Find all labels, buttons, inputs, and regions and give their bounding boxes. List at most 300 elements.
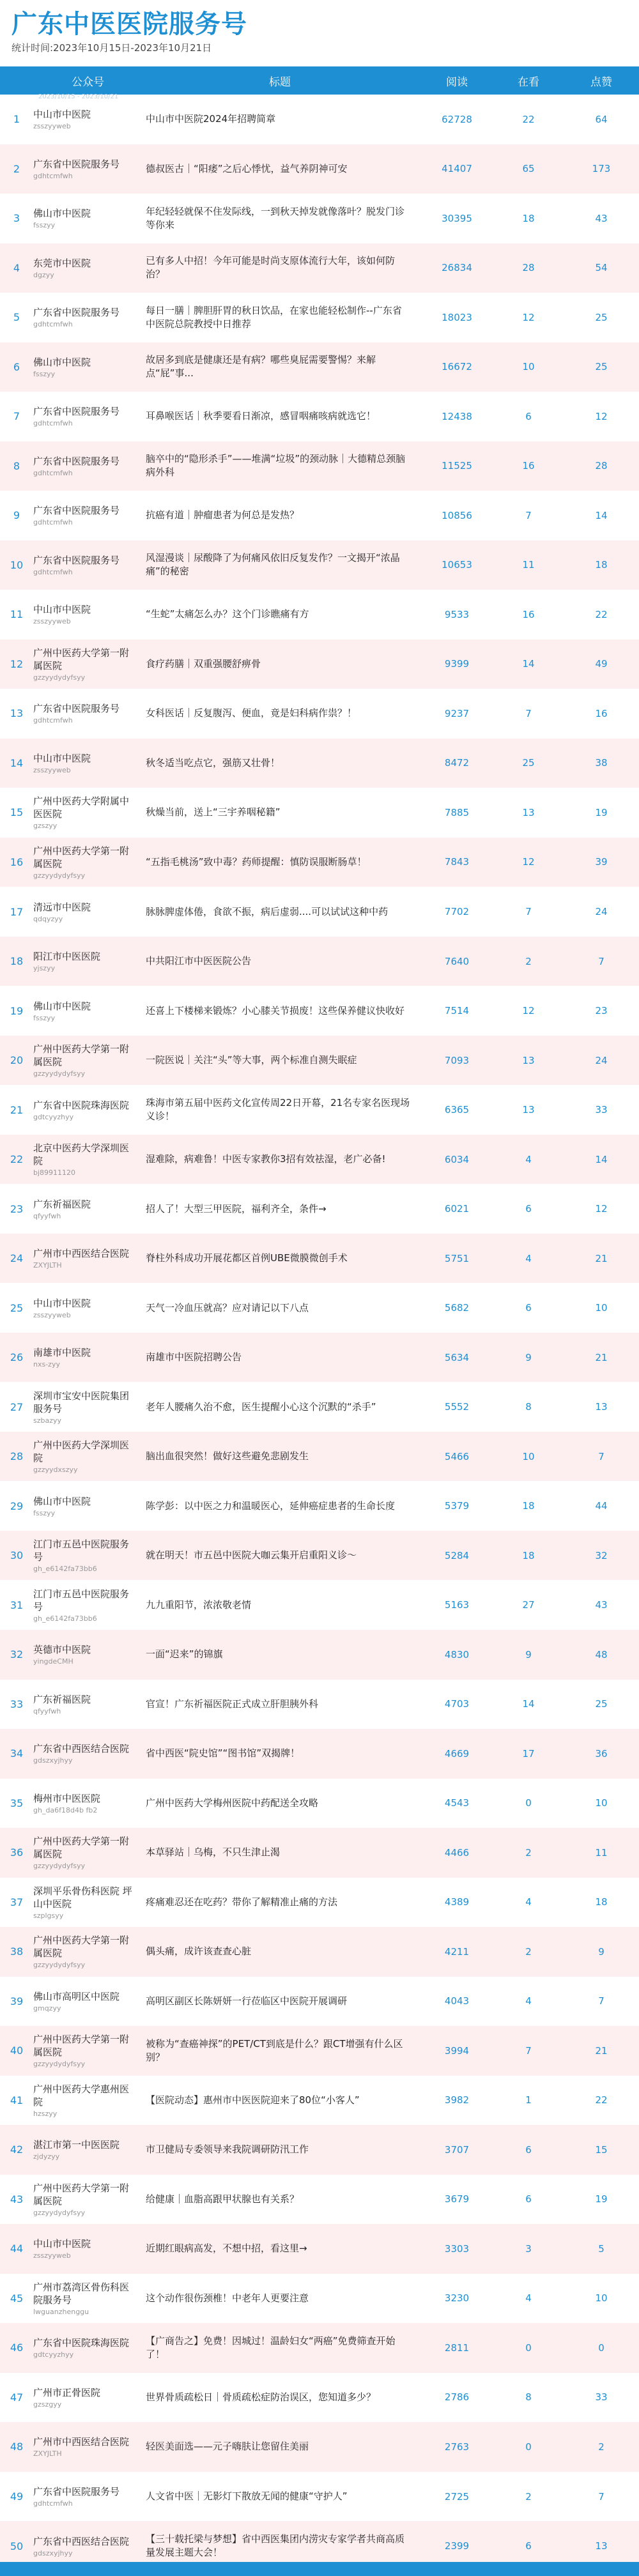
account-cell[interactable] <box>33 1729 139 1779</box>
table-row[interactable] <box>0 838 639 887</box>
watching-count: 6 <box>525 1302 532 1314</box>
table-row[interactable] <box>0 1481 639 1531</box>
article-title-link[interactable]: 食疗药膳｜双重强腰舒痹骨 <box>146 657 261 670</box>
account-id: gdszxyjhyy <box>33 2549 73 2557</box>
article-title-link[interactable]: 人文省中医｜无影灯下散放无闻的健康“守护人” <box>146 2490 348 2502</box>
article-title-link[interactable]: 一面“迟来”的锦旗 <box>146 1648 223 1660</box>
account-id: gdszxyjhyy <box>33 1756 73 1765</box>
account-id: gzzyydydyfsyy <box>33 673 86 682</box>
article-title-link[interactable]: 招人了！大型三甲医院，福利齐全，条件→ <box>146 1202 327 1215</box>
watching-count: 7 <box>525 2044 532 2057</box>
read-count: 7843 <box>444 856 470 868</box>
like-count: 7 <box>598 955 604 967</box>
table-row[interactable] <box>0 392 639 441</box>
account-cell[interactable] <box>33 937 139 986</box>
rank-cell: 39 <box>10 1995 24 2007</box>
like-count: 43 <box>595 212 608 224</box>
account-id: gdhtcmfwh <box>33 468 73 477</box>
read-count: 2725 <box>444 2490 470 2503</box>
account-cell[interactable] <box>33 1382 139 1432</box>
article-title-link[interactable]: 风湿漫谈｜尿酸降了为何痛风依旧反复发作？一文揭开“浓晶痛”的秘密 <box>146 552 400 578</box>
article-title-link[interactable]: 被称为“查癌神探”的PET/CT到底是什么？跟CT增强有什么区别？ <box>146 2037 403 2063</box>
article-title-link[interactable]: 【广商告之】免费！因城过！温龄妇女“两癌”免费筛查开始了！ <box>146 2334 396 2360</box>
account-name[interactable]: 广东祈福医院 <box>33 1693 91 1705</box>
account-cell[interactable] <box>33 2323 139 2373</box>
column-header-read[interactable]: 阅读 <box>446 75 468 89</box>
article-title-link[interactable]: 广州中医药大学梅州医院中药配送全攻略 <box>146 1797 319 1809</box>
account-name[interactable]: 广州市荔湾区骨伤科医院服务号 <box>33 2281 130 2306</box>
account-id: gzzyydydyfsyy <box>33 2060 86 2069</box>
article-title-link[interactable]: 天气一冷血压就高？应对请记以下八点 <box>146 1301 309 1314</box>
account-name[interactable]: 北京中医药大学深圳医院 <box>33 1142 130 1167</box>
account-cell[interactable] <box>33 392 139 441</box>
like-count: 49 <box>595 658 608 670</box>
table-row[interactable] <box>0 144 639 194</box>
table-row[interactable] <box>0 1927 639 1977</box>
article-title-link[interactable]: 湿难除，病难鲁！中医专家教你3招有效祛湿，老广必备! <box>146 1153 386 1165</box>
table-row[interactable] <box>0 1333 639 1383</box>
account-cell[interactable] <box>33 2026 139 2076</box>
account-name[interactable]: 广州中医药大学第一附属医院 <box>33 1836 130 1860</box>
article-title-link[interactable]: 一院医说｜关注“头”等大事，两个标准自测失眠症 <box>146 1054 357 1066</box>
table-row[interactable] <box>0 1580 639 1630</box>
account-id: gzszgyy <box>33 2400 62 2409</box>
table-row[interactable] <box>0 2422 639 2472</box>
watching-count: 6 <box>525 2143 532 2156</box>
account-name[interactable]: 广东省中医院珠海医院 <box>33 2337 130 2349</box>
article-title-link[interactable]: 【医院动态】惠州市中医医院迎来了80位“小客人” <box>146 2094 360 2106</box>
rank-cell: 41 <box>10 2094 24 2106</box>
table-row[interactable] <box>0 540 639 590</box>
article-title-link[interactable]: 秋燥当前，送上“三宇养咽秘籍” <box>146 806 281 818</box>
rank-cell: 15 <box>10 806 24 819</box>
account-cell[interactable] <box>33 2125 139 2175</box>
account-name[interactable]: 阳江市中医医院 <box>33 951 101 963</box>
article-title-link[interactable]: 女科医话｜反复腹泻、便血，竟是妇科病作祟？！ <box>146 707 357 719</box>
watching-count: 7 <box>525 509 532 521</box>
like-count: 15 <box>595 2143 608 2156</box>
rank-cell: 19 <box>10 1004 24 1017</box>
account-cell[interactable] <box>33 1927 139 1977</box>
account-cell[interactable] <box>33 887 139 937</box>
like-count: 14 <box>595 509 608 521</box>
account-name[interactable]: 广州中医药大学惠州医院 <box>33 2083 130 2108</box>
rank-cell: 22 <box>10 1153 24 1166</box>
account-name[interactable]: 广东省中医院珠海医院 <box>33 1099 130 1111</box>
account-name[interactable]: 中山市中医院 <box>33 604 91 616</box>
account-name[interactable]: 广州中医药大学第一附属医院 <box>33 845 130 870</box>
table-row[interactable] <box>0 1382 639 1432</box>
like-count: 18 <box>595 1896 608 1908</box>
article-title-link[interactable]: 老年人腰痛久治不愈，医生提醒小心这个沉默的“杀手” <box>146 1400 376 1413</box>
account-cell[interactable] <box>33 1580 139 1630</box>
table-row[interactable] <box>0 1283 639 1333</box>
read-count: 7093 <box>444 1054 470 1066</box>
account-cell[interactable] <box>33 1977 139 2027</box>
rank-cell: 32 <box>10 1648 24 1661</box>
like-count: 12 <box>595 410 608 422</box>
table-row[interactable] <box>0 2076 639 2126</box>
read-count: 9399 <box>444 658 470 670</box>
account-name[interactable]: 广州中医药大学附属中医医院 <box>33 795 130 820</box>
account-cell[interactable] <box>33 1630 139 1680</box>
table-row[interactable] <box>0 887 639 937</box>
article-title-link[interactable]: 脉脉脾虚体倦，食欲不振，病后虚弱....可以试试这种中药 <box>146 905 389 917</box>
account-cell[interactable] <box>33 739 139 788</box>
account-name[interactable]: 佛山市中医院 <box>33 1000 91 1012</box>
account-cell[interactable] <box>33 1531 139 1581</box>
read-count: 5466 <box>444 1450 470 1462</box>
table-row[interactable] <box>0 2224 639 2274</box>
table-row[interactable] <box>0 1135 639 1184</box>
account-id: zjdyzyy <box>33 2152 60 2161</box>
watching-count: 10 <box>522 361 535 373</box>
table-row[interactable] <box>0 1085 639 1135</box>
account-id: gdtcyyzhyy <box>33 2350 74 2359</box>
account-name[interactable]: 佛山市中医院 <box>33 208 91 220</box>
table-row[interactable] <box>0 1878 639 1928</box>
account-name[interactable]: 江门市五邑中医院服务号 <box>33 1538 130 1563</box>
account-name[interactable]: 佛山市中医院 <box>33 356 91 368</box>
account-id: qfyyfwh <box>33 1706 61 1715</box>
read-count: 30395 <box>442 212 472 224</box>
account-id: gdhtcmfwh <box>33 419 73 428</box>
column-header-like[interactable]: 点赞 <box>590 75 612 89</box>
account-cell[interactable] <box>33 95 139 144</box>
like-count: 10 <box>595 2292 608 2304</box>
account-cell[interactable] <box>33 2373 139 2423</box>
read-count: 3679 <box>444 2193 470 2205</box>
article-title-link[interactable]: 轻医美面选——元子嗨肤让您留住美丽 <box>146 2441 309 2453</box>
watching-count: 12 <box>522 856 535 868</box>
article-title-link[interactable]: 高明区副区长陈妍妍一行莅临区中医院开展调研 <box>146 1995 348 2007</box>
rank-cell: 46 <box>10 2342 24 2354</box>
account-cell[interactable] <box>33 838 139 887</box>
article-title-link[interactable]: 还喜上下楼梯来锻炼？小心膝关节损废！这些保养健议快收好 <box>146 1004 405 1016</box>
article-title-link[interactable]: 本草驿站｜乌梅，不只生津止渴 <box>146 1846 281 1859</box>
watching-count: 65 <box>522 163 535 175</box>
account-name[interactable]: 东莞市中医院 <box>33 257 91 269</box>
table-row[interactable] <box>0 689 639 739</box>
article-title-link[interactable]: 这个动作很伤颈椎！中老年人更要注意 <box>146 2292 309 2304</box>
account-name[interactable]: 广东省中医院服务号 <box>33 505 120 517</box>
account-cell[interactable] <box>33 2175 139 2225</box>
table-row[interactable] <box>0 590 639 640</box>
article-title-link[interactable]: 故居多到底是健康还是有病？哪些臭屁需要警惕？来解点“屁”事... <box>146 354 376 379</box>
read-count: 2811 <box>444 2342 470 2354</box>
account-cell[interactable] <box>33 1481 139 1531</box>
account-id: gdtcyyzhyy <box>33 1112 74 1121</box>
table-row[interactable] <box>0 491 639 540</box>
article-title-link[interactable]: 脑卒中的“隐形杀手”——堆满“垃圾”的颈动脉｜大德精总颈脑病外科 <box>146 453 406 479</box>
table-row[interactable] <box>0 2274 639 2324</box>
read-count: 4703 <box>444 1698 470 1710</box>
table-row[interactable] <box>0 2323 639 2373</box>
watching-count: 4 <box>525 1153 532 1165</box>
read-count: 3707 <box>444 2143 470 2156</box>
rank-cell: 31 <box>10 1598 24 1611</box>
article-title-link[interactable]: 偶头痛，成许该查查心脏 <box>146 1945 252 1958</box>
account-name[interactable]: 梅州市中医医院 <box>33 1792 101 1804</box>
article-title-link[interactable]: 市卫健局专委领导来我院调研防汛工作 <box>146 2143 309 2156</box>
account-cell[interactable] <box>33 491 139 540</box>
account-cell[interactable] <box>33 342 139 392</box>
account-name[interactable]: 佛山市中医院 <box>33 1495 91 1507</box>
table-row[interactable] <box>0 342 639 392</box>
read-count: 6034 <box>444 1153 470 1165</box>
account-id: zsszyyweb <box>33 1310 71 1319</box>
table-row[interactable] <box>0 1630 639 1680</box>
like-count: 33 <box>595 1104 608 1116</box>
account-cell[interactable] <box>33 640 139 689</box>
rank-cell: 49 <box>10 2490 24 2503</box>
like-count: 25 <box>595 311 608 323</box>
column-header-title[interactable]: 标题 <box>269 75 291 89</box>
like-count: 7 <box>598 1450 604 1462</box>
article-title-link[interactable]: 秋冬适当吃点它，强筋又壮骨！ <box>146 756 281 769</box>
account-name[interactable]: 中山市中医院 <box>33 1297 91 1309</box>
account-name[interactable]: 广州中医药大学第一附属医院 <box>33 647 130 671</box>
read-count: 4389 <box>444 1896 470 1908</box>
account-name[interactable]: 广州中医药大学深圳医院 <box>33 1439 130 1464</box>
table-row[interactable] <box>0 1036 639 1085</box>
account-cell[interactable] <box>33 1680 139 1729</box>
article-title-link[interactable]: 【三十载托梁与梦想】省中西医集团内涝灾专家学者共商高质量发展主题大会！ <box>146 2533 405 2559</box>
account-name[interactable]: 中山市中医院 <box>33 752 91 764</box>
article-title-link[interactable]: 每日一膳｜脾胆肝胃的秋日饮品，在家也能轻松制作--广东省中医院总院教授中日推荐 <box>146 304 402 330</box>
table-row[interactable] <box>0 788 639 838</box>
rank-cell: 34 <box>10 1747 24 1760</box>
rank-cell: 14 <box>10 756 24 769</box>
table-row[interactable] <box>0 937 639 986</box>
account-cell[interactable] <box>33 144 139 194</box>
like-count: 19 <box>595 2193 608 2205</box>
table-row[interactable] <box>0 2373 639 2423</box>
account-name[interactable]: 深圳市宝安中医院集团服务号 <box>33 1390 130 1414</box>
watching-count: 3 <box>525 2242 532 2255</box>
table-row[interactable] <box>0 1779 639 1828</box>
table-row[interactable] <box>0 441 639 491</box>
article-title-link[interactable]: “生蛇”太痛怎么办？这个门诊瞧痛有方 <box>146 608 309 620</box>
table-row[interactable] <box>0 1680 639 1729</box>
account-cell[interactable] <box>33 243 139 293</box>
table-row[interactable] <box>0 2472 639 2522</box>
account-cell[interactable] <box>33 2224 139 2274</box>
article-title-link[interactable]: 脑出血很突然！做好这些避免悲剧发生 <box>146 1450 309 1462</box>
table-row[interactable] <box>0 2175 639 2225</box>
watching-count: 17 <box>522 1747 535 1759</box>
like-count: 13 <box>595 2540 608 2552</box>
footer-bar <box>0 2562 639 2576</box>
account-name[interactable]: 广州中医药大学第一附属医院 <box>33 1935 130 1959</box>
account-id: gzzyydydyfsyy <box>33 1961 86 1970</box>
account-name[interactable]: 广州中医药大学第一附属医院 <box>33 2182 130 2207</box>
like-count: 13 <box>595 1401 608 1413</box>
rank-cell: 37 <box>10 1896 24 1908</box>
account-cell[interactable] <box>33 1333 139 1383</box>
article-title-link[interactable]: 德叔医古｜“阳痿”之后心悸忧，益气养阴神可安 <box>146 162 348 174</box>
table-row[interactable] <box>0 1977 639 2027</box>
table-row[interactable] <box>0 1729 639 1779</box>
read-count: 3994 <box>444 2044 470 2057</box>
account-cell[interactable] <box>33 2422 139 2472</box>
account-name[interactable]: 广东省中医院服务号 <box>33 406 120 418</box>
article-title-link[interactable]: 就在明天！市五邑中医院大咖云集开启重阳义诊～ <box>146 1549 357 1561</box>
table-row[interactable] <box>0 640 639 689</box>
account-cell[interactable] <box>33 1779 139 1828</box>
account-name[interactable]: 广州中医药大学第一附属医院 <box>33 2034 130 2058</box>
account-id: gh_da6f18d4b fb2 <box>33 1805 98 1814</box>
like-count: 25 <box>595 361 608 373</box>
account-name[interactable]: 广东省中医院服务号 <box>33 158 120 170</box>
account-cell[interactable] <box>33 1085 139 1135</box>
column-header-watching[interactable]: 在看 <box>518 75 539 89</box>
account-name[interactable]: 广东省中医院服务号 <box>33 703 120 715</box>
like-count: 43 <box>595 1599 608 1611</box>
article-title-link[interactable]: 陈学彭：以中医之力和温暖医心，延伸癌症患者的生命长度 <box>146 1499 396 1512</box>
account-cell[interactable] <box>33 689 139 739</box>
article-title-link[interactable]: 九九重阳节，浓浓敬老情 <box>146 1598 252 1611</box>
rank-cell: 1 <box>13 113 20 126</box>
rank-cell: 16 <box>10 855 24 868</box>
account-name[interactable]: 广东省中西医结合医院 <box>33 2535 130 2547</box>
account-cell[interactable] <box>33 1135 139 1184</box>
watching-count: 0 <box>525 2441 532 2453</box>
article-title-link[interactable]: 省中西医“院史馆”“图书馆”双揭牌！ <box>146 1747 300 1759</box>
account-cell[interactable] <box>33 1184 139 1234</box>
watching-count: 9 <box>525 1648 532 1660</box>
account-id: bj89911120 <box>33 1169 76 1177</box>
article-title-link[interactable]: “五指毛桃汤”致中毒？药师提醒：慎防误服断肠草！ <box>146 855 367 868</box>
table-row[interactable] <box>0 739 639 788</box>
watching-count: 9 <box>525 1351 532 1363</box>
account-name[interactable]: 广州中医药大学第一附属医院 <box>33 1043 130 1068</box>
like-count: 22 <box>595 608 608 620</box>
account-id: gmqzyy <box>33 2004 61 2012</box>
account-cell[interactable] <box>33 2274 139 2324</box>
table-row[interactable] <box>0 95 639 144</box>
article-title-link[interactable]: 南雄市中医院招聘公告 <box>146 1351 242 1363</box>
account-name[interactable]: 深圳平乐骨伤科医院 坪山中医院 <box>33 1885 132 1910</box>
article-title-link[interactable]: 官宣！广东祈福医院正式成立肝胆胰外科 <box>146 1698 319 1710</box>
article-title-link[interactable]: 疼痛难忍还在吃药？带你了解精准止痛的方法 <box>146 1896 338 1908</box>
account-cell[interactable] <box>33 986 139 1036</box>
read-count: 11525 <box>442 460 472 472</box>
account-id: gzszyy <box>33 822 58 831</box>
rank-cell: 4 <box>13 261 20 274</box>
table-row[interactable] <box>0 293 639 342</box>
account-name[interactable]: 广东祈福医院 <box>33 1198 91 1210</box>
account-cell[interactable] <box>33 590 139 640</box>
account-cell[interactable] <box>33 1036 139 1085</box>
table-row[interactable] <box>0 1234 639 1284</box>
table-row[interactable] <box>0 2026 639 2076</box>
column-header-account[interactable]: 公众号 <box>72 75 104 89</box>
table-row[interactable] <box>0 1184 639 1234</box>
account-cell[interactable] <box>33 441 139 491</box>
article-title-link[interactable]: 年纪轻轻就保不住发际线，一到秋天掉发就像落叶？脱发门诊等你来 <box>146 205 405 231</box>
table-row[interactable] <box>0 1432 639 1482</box>
like-count: 14 <box>595 1153 608 1165</box>
account-name[interactable]: 中山市中医院 <box>33 109 91 121</box>
rank-cell: 7 <box>13 410 20 423</box>
article-title-link[interactable]: 已有多人中招！今年可能是时尚支原体流行大年，该如何防治？ <box>146 255 396 280</box>
table-row[interactable] <box>0 194 639 243</box>
account-name[interactable]: 南雄市中医院 <box>33 1347 91 1359</box>
read-count: 6021 <box>444 1203 470 1215</box>
article-title-link[interactable]: 中共阳江市中医医院公告 <box>146 955 252 967</box>
rank-cell: 20 <box>10 1054 24 1067</box>
account-name[interactable]: 广州市中西医结合医院 <box>33 1248 130 1260</box>
account-name[interactable]: 广州市中西医结合医院 <box>33 2436 130 2448</box>
watching-count: 2 <box>525 1945 532 1958</box>
account-name[interactable]: 清远市中医院 <box>33 901 91 913</box>
account-name[interactable]: 湛江市第一中医医院 <box>33 2139 120 2151</box>
rank-cell: 5 <box>13 311 20 324</box>
table-row[interactable] <box>0 986 639 1036</box>
account-name[interactable]: 广东省中医院服务号 <box>33 554 120 566</box>
table-row[interactable] <box>0 2125 639 2175</box>
account-name[interactable]: 广州市正骨医院 <box>33 2386 101 2398</box>
account-name[interactable]: 广东省中医院服务号 <box>33 455 120 467</box>
article-title-link[interactable]: 给健康｜血脂高跟甲状腺也有关系？ <box>146 2193 300 2205</box>
article-title-link[interactable]: 中山市中医院2024年招聘简章 <box>146 113 276 125</box>
table-row[interactable] <box>0 1531 639 1581</box>
account-cell[interactable] <box>33 1432 139 1482</box>
table-header-row <box>0 66 639 95</box>
rank-cell: 44 <box>10 2242 24 2255</box>
account-cell[interactable] <box>33 1283 139 1333</box>
table-row[interactable] <box>0 1828 639 1878</box>
account-cell[interactable] <box>33 788 139 838</box>
article-title-link[interactable]: 抗癌有道｜肿瘤患者为何总是发热？ <box>146 509 300 521</box>
read-count: 3982 <box>444 2094 470 2106</box>
table-row[interactable] <box>0 243 639 293</box>
watching-count: 16 <box>522 460 535 472</box>
article-title-link[interactable]: 世界骨质疏松日｜骨质疏松症防治误区，您知道多少？ <box>146 2391 376 2403</box>
article-title-link[interactable]: 脊柱外科成功开展花都区首例UBE微膜微创手术 <box>146 1252 348 1264</box>
watching-count: 25 <box>522 757 535 769</box>
account-cell[interactable] <box>33 2472 139 2522</box>
account-cell[interactable] <box>33 1878 139 1928</box>
account-cell[interactable] <box>33 194 139 243</box>
account-cell[interactable] <box>33 1234 139 1284</box>
page-title: 广东中医医院服务号 <box>12 10 247 39</box>
account-cell[interactable] <box>33 2076 139 2126</box>
article-title-link[interactable]: 耳鼻喉医话｜秋季要看日渐凉，感冒咽痛咳病就选它！ <box>146 410 376 422</box>
account-name[interactable]: 中山市中医院 <box>33 2238 91 2250</box>
watching-count: 10 <box>522 1450 535 1462</box>
account-name[interactable]: 佛山市高明区中医院 <box>33 1990 120 2002</box>
account-name[interactable]: 广东省中医院服务号 <box>33 2486 120 2497</box>
like-count: 33 <box>595 2391 608 2404</box>
account-id: yingdeCMH <box>33 1657 73 1666</box>
account-name[interactable]: 英德市中医院 <box>33 1644 91 1656</box>
rank-cell: 28 <box>10 1450 24 1463</box>
like-count: 11 <box>595 1846 608 1859</box>
article-title-link[interactable]: 近期红眼病高发，不想中招，看这里→ <box>146 2242 307 2255</box>
watching-count: 4 <box>525 2292 532 2304</box>
account-name[interactable]: 广东省中医院服务号 <box>33 307 120 319</box>
account-cell[interactable] <box>33 540 139 590</box>
account-name[interactable]: 江门市五邑中医院服务号 <box>33 1588 130 1613</box>
article-title-link[interactable]: 珠海市第五届中医药文化宣传周22日开幕，21名专家名医现场义诊！ <box>146 1097 410 1123</box>
watching-count: 22 <box>522 113 535 125</box>
account-cell[interactable] <box>33 1828 139 1878</box>
read-count: 10653 <box>442 559 472 571</box>
account-name[interactable]: 广东省中西医结合医院 <box>33 1743 130 1755</box>
account-cell[interactable] <box>33 293 139 342</box>
